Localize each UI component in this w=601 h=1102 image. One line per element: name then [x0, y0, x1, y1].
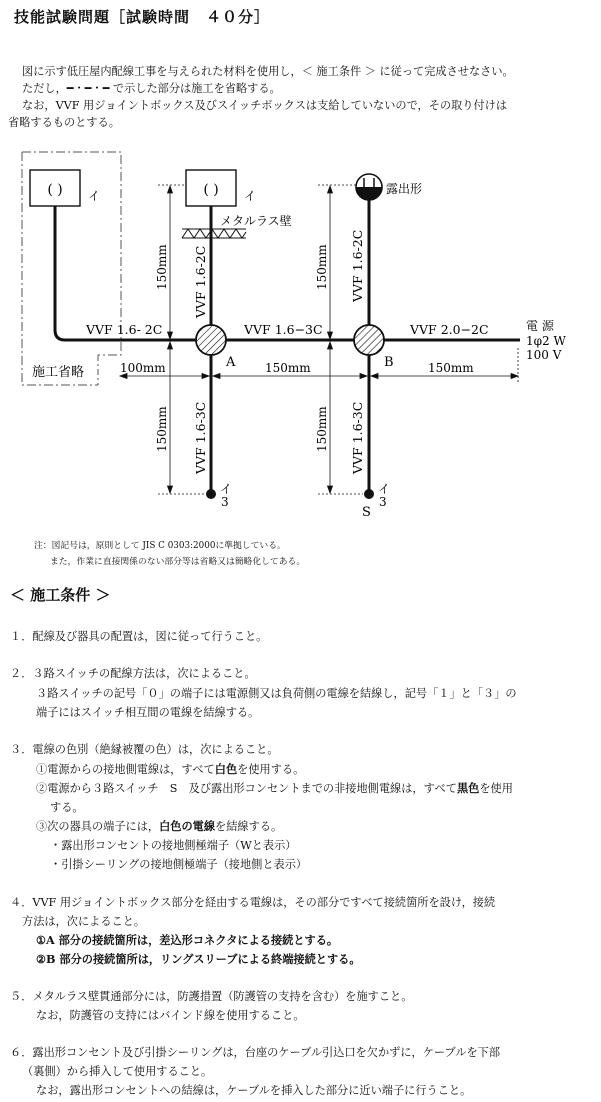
cond-3c: [36, 780, 513, 796]
cond-3b-white: 白色: [214, 762, 238, 776]
power-label-1: 電 源: [526, 319, 554, 333]
cond-4a: ４．VVF 用ジョイントボックス部分を経由する電線は，その部分ですべて接続箇所を設け，接続: [10, 896, 496, 909]
cond-2a: ２．３路スイッチの配線方法は，次によること。: [10, 667, 256, 680]
cond-3g: ・引掛シーリングの接地側極端子（接地側と表示）: [50, 858, 308, 871]
dim-b-up: 150mm: [315, 244, 329, 290]
switch-a-num: 3: [221, 495, 229, 509]
intro-line-2: ただし，━・━・━ で示した部分は施工を省略する。: [22, 82, 281, 95]
cond-3c-text: ②電源から３路スイッチ S 及び露出形コンセントまでの非接地側電線は，すべて: [36, 782, 457, 795]
cond-3e: [36, 818, 282, 834]
cable-b-up-label: VVF 1.6-2C: [350, 229, 365, 302]
cond-6b: （裏側）から挿入して使用すること。: [22, 1065, 213, 1078]
cond-2c: 端子にはスイッチ相互間の電線を結線する。: [36, 706, 260, 719]
dim-150-ab: 150mm: [265, 361, 311, 375]
cond-3a: ３．電線の色別（絶縁被覆の色）は，次によること。: [10, 743, 279, 756]
dim-100: 100mm: [120, 361, 166, 375]
dim-150-bsrc: 150mm: [428, 361, 474, 375]
wiring-diagram: [0, 140, 601, 530]
switch-b-num: 3: [379, 495, 387, 509]
cable-a-up-label: VVF 1.6-2C: [193, 245, 208, 318]
intro-line-1: 図に示す低圧屋内配線工事を与えられた材料を使用し，＜ 施工条件 ＞ に従って完成させなさい。: [22, 65, 514, 78]
power-label-2: 1φ2 W: [526, 334, 566, 348]
metal-lath-hatch: [182, 229, 246, 238]
cond-6c: なお，露出形コンセントへの結線は，ケーブルを挿入した部分に近い端子に行うこと。: [36, 1084, 472, 1097]
lamp-top-label: イ: [244, 189, 257, 203]
wire-left: [55, 206, 196, 340]
page-title: 技能試験問題［試験時間 ４０分］: [14, 8, 271, 26]
dim-a-up: 150mm: [155, 244, 169, 290]
outlet-label: 露出形: [386, 182, 423, 196]
cable-a-down-label: VVF 1.6-3C: [193, 401, 208, 474]
switch-b-label: イ: [378, 482, 391, 496]
cable-left-label: VVF 1.6- 2C: [86, 322, 163, 337]
metal-lath-label: メタルラス壁: [220, 214, 292, 228]
cond-3b-end: を使用する。: [237, 763, 305, 776]
switch-s-dot: [364, 489, 374, 499]
cond-3c-black: 黒色: [456, 781, 480, 795]
junction-box-a: [196, 325, 226, 355]
cond-3f: ・露出形コンセントの接地側極端子（Wと表示）: [50, 839, 297, 852]
intro-line-4: 省略するものとする。: [8, 116, 120, 129]
lamp-top-symbol: ( ): [203, 182, 219, 198]
cond-2b: ３路スイッチの記号「０」の端子には電源側又は負荷側の電線を結線し，記号「１」と「３」の: [36, 687, 517, 700]
cond-3b: [36, 761, 304, 777]
cond-4b: 方法は，次によること。: [22, 915, 146, 928]
dim-a-down: 150mm: [155, 406, 169, 452]
power-label-3: 100 V: [526, 348, 562, 362]
cond-3e-text: ③次の器具の端子には，: [36, 820, 160, 833]
cond-3e-end: を結線する。: [215, 820, 283, 833]
switch-s-label: S: [362, 505, 371, 520]
switch-a-label: イ: [220, 482, 233, 496]
cable-b-src-label: VVF 2.0−2C: [410, 322, 489, 337]
cond-1: １．配線及び器具の配置は，図に従って行うこと。: [10, 630, 268, 643]
cond-3c-end: を使用: [479, 782, 513, 795]
note-line-2: また，作業に直接関係のない部分等は省略又は簡略化してある。: [50, 557, 306, 567]
cond-6a: ６．露出形コンセント及び引掛シーリングは，台座のケーブル引込口を欠かずに，ケーブルを下部: [10, 1046, 501, 1059]
intro-line-3: なお，VVF 用ジョイントボックス及びスイッチボックスは支給していないので，その取り付けは: [22, 99, 508, 112]
cond-5a: ５．メタルラス壁貫通部分には，防護措置（防護管の支持を含む）を施すこと。: [10, 990, 413, 1003]
cond-4d: ②B 部分の接続箇所は，リングスリーブによる終端接続とする。: [36, 952, 361, 966]
cond-3b-text: ①電源からの接地側電線は，すべて: [36, 763, 215, 776]
switch-a-dot: [206, 489, 216, 499]
omit-label: 施工省略: [32, 365, 85, 380]
label-box-b: B: [384, 355, 394, 370]
label-box-a: A: [226, 355, 236, 370]
dim-b-down: 150mm: [315, 406, 329, 452]
cond-3d: する。: [50, 801, 84, 814]
cond-3e-white-wire: 白色の電線: [159, 819, 216, 833]
lamp-left-symbol: ( ): [47, 182, 63, 198]
cond-5b: なお，防護管の支持にはバインド線を使用すること。: [36, 1009, 305, 1022]
cond-4c: ①A 部分の接続箇所は，差込形コネクタによる接続とする。: [36, 933, 339, 947]
cable-b-down-label: VVF 1.6-3C: [350, 401, 365, 474]
note-line-1: 注：図記号は，原則として JIS C 0303:2000に準拠している。: [34, 541, 286, 551]
lamp-left-label: イ: [88, 189, 101, 203]
cable-ab-label: VVF 1.6−3C: [244, 322, 323, 337]
conditions-heading: ＜ 施工条件 ＞: [10, 586, 111, 604]
junction-box-b: [354, 325, 384, 355]
